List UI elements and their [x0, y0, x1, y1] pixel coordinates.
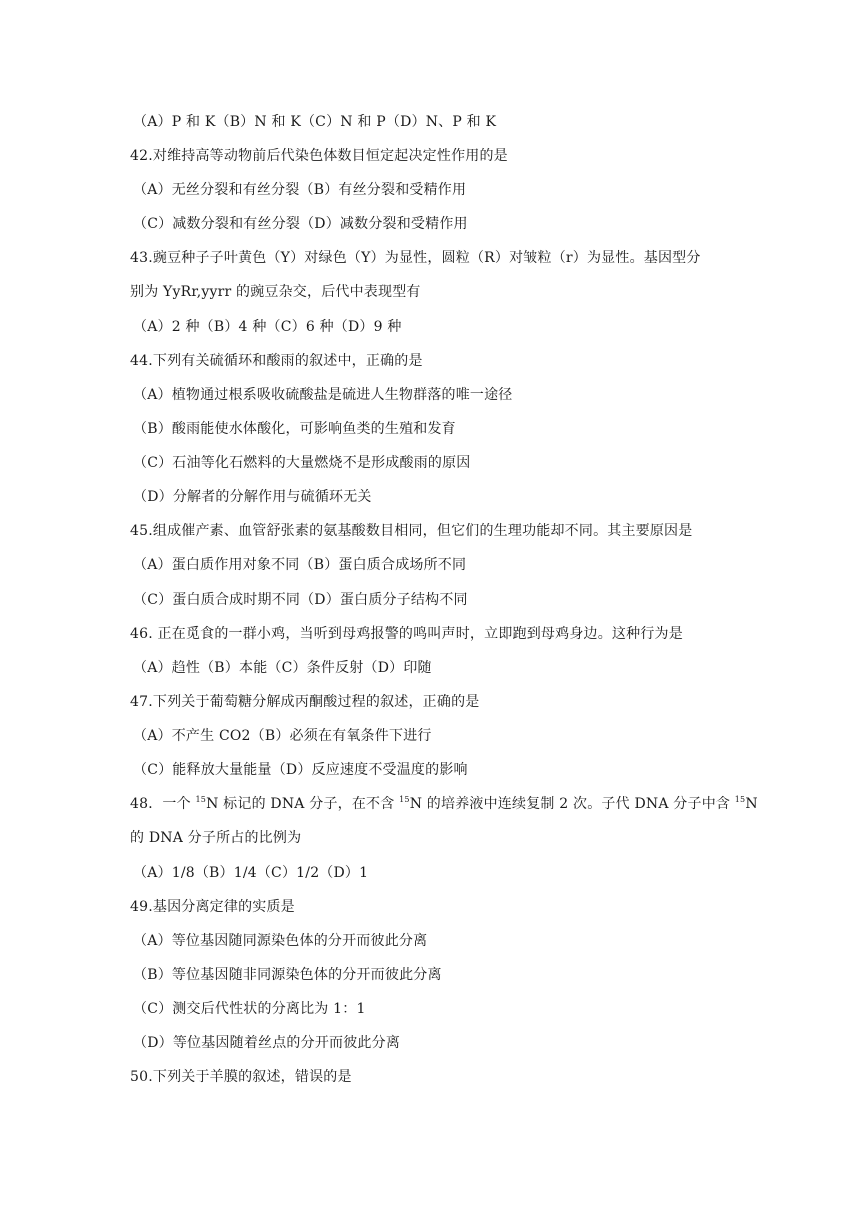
- q48-options: （A）1/8（B）1/4（C）1/2（D）1: [133, 865, 369, 881]
- q49-option-b: （B）等位基因随非同源染色体的分开而彼此分离: [133, 967, 442, 983]
- q47-options-ab: （A）不产生 CO2（B）必须在有氧条件下进行: [133, 728, 432, 744]
- q44-option-b: （B）酸雨能使水体酸化，可影响鱼类的生殖和发育: [133, 421, 456, 437]
- q48-text-3: N 的培养液中连续复制 2 次。子代 DNA 分子中含: [409, 796, 735, 812]
- q42-stem: 42.对维持高等动物前后代染色体数目恒定起决定性作用的是: [130, 148, 508, 164]
- q45-options-cd: （C）蛋白质合成时期不同（D）蛋白质分子结构不同: [133, 592, 468, 608]
- q46-stem: 46. 正在觅食的一群小鸡，当听到母鸡报警的鸣叫声时，立即跑到母鸡身边。这种行为是: [130, 626, 683, 642]
- q45-options-ab: （A）蛋白质作用对象不同（B）蛋白质合成场所不同: [133, 557, 467, 573]
- q41-options: （A）P 和 K（B）N 和 K（C）N 和 P（D）N、P 和 K: [133, 114, 497, 130]
- q49-option-a: （A）等位基因随同源染色体的分开而彼此分离: [133, 933, 428, 949]
- q49-option-c: （C）测交后代性状的分离比为 1：1: [133, 1001, 366, 1017]
- q50-stem: 50.下列关于羊膜的叙述，错误的是: [130, 1069, 352, 1085]
- isotope-superscript: 15: [195, 795, 207, 804]
- q43-stem-line1: 43.豌豆种子子叶黄色（Y）对绿色（Y）为显性，圆粒（R）对皱粒（r）为显性。基因型分: [130, 250, 701, 266]
- q43-options: （A）2 种（B）4 种（C）6 种（D）9 种: [133, 319, 402, 335]
- q45-stem: 45.组成催产素、血管舒张素的氨基酸数目相同，但它们的生理功能却不同。其主要原因是: [130, 523, 693, 539]
- q48-text-4: N: [745, 796, 758, 812]
- isotope-superscript: 15: [399, 795, 410, 804]
- q46-options: （A）趋性（B）本能（C）条件反射（D）印随: [133, 660, 432, 676]
- q48-text-2: N 标记的 DNA 分子，在不含: [206, 796, 400, 812]
- q48-text-1: 48．一个: [130, 796, 196, 812]
- q42-options-ab: （A）无丝分裂和有丝分裂（B）有丝分裂和受精作用: [133, 182, 467, 198]
- q44-option-d: （D）分解者的分解作用与硫循环无关: [133, 489, 372, 505]
- q47-options-cd: （C）能释放大量能量（D）反应速度不受温度的影响: [133, 762, 468, 778]
- q49-stem: 49.基因分离定律的实质是: [130, 899, 295, 915]
- q48-stem-line2: 的 DNA 分子所占的比例为: [130, 830, 302, 846]
- q42-options-cd: （C）减数分裂和有丝分裂（D）减数分裂和受精作用: [133, 216, 468, 232]
- q44-stem: 44.下列有关硫循环和酸雨的叙述中，正确的是: [130, 353, 423, 369]
- q47-stem: 47.下列关于葡萄糖分解成丙酮酸过程的叙述，正确的是: [130, 694, 480, 710]
- isotope-superscript: 15: [734, 795, 746, 804]
- q43-stem-line2: 别为 YyRr,yyrr 的豌豆杂交，后代中表现型有: [130, 284, 421, 300]
- q44-option-a: （A）植物通过根系吸收硫酸盐是硫进人生物群落的唯一途径: [133, 387, 513, 403]
- q44-option-c: （C）石油等化石燃料的大量燃烧不是形成酸雨的原因: [133, 455, 471, 471]
- q48-stem-line1: [130, 794, 758, 814]
- q49-option-d: （D）等位基因随着丝点的分开而彼此分离: [133, 1035, 401, 1051]
